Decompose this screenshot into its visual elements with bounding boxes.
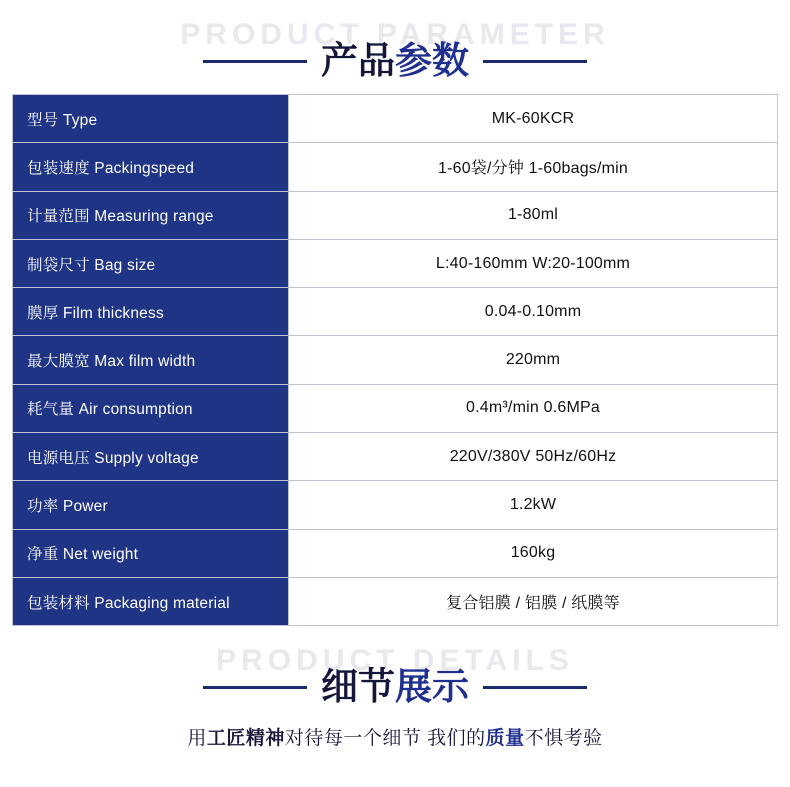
table-row bbox=[13, 143, 777, 191]
table-row bbox=[13, 336, 777, 384]
spec-value: 复合铝膜 / 铝膜 / 纸膜等 bbox=[289, 578, 777, 625]
table-row bbox=[13, 192, 777, 240]
spec-label: 膜厚 Film thickness bbox=[13, 288, 289, 335]
spec-label: 最大膜宽 Max film width bbox=[13, 336, 289, 383]
spec-label: 计量范围 Measuring range bbox=[13, 192, 289, 239]
spec-value: 220V/380V 50Hz/60Hz bbox=[289, 433, 777, 480]
table-row bbox=[13, 95, 777, 143]
title-rule-left bbox=[203, 686, 307, 689]
title-rule-right bbox=[483, 60, 587, 63]
spec-label: 型号 Type bbox=[13, 95, 289, 142]
page-title-dark: 产品 bbox=[321, 40, 395, 81]
table-row bbox=[13, 530, 777, 578]
spec-value: 1-80ml bbox=[289, 192, 777, 239]
page-title bbox=[321, 40, 469, 83]
slogan bbox=[0, 723, 790, 750]
section-ghost-title: PRODUCT DETAILS bbox=[216, 644, 574, 678]
spec-label: 耗气量 Air consumption bbox=[13, 385, 289, 432]
spec-label: 制袋尺寸 Bag size bbox=[13, 240, 289, 287]
section-title-row bbox=[0, 644, 790, 709]
section-title-row bbox=[0, 18, 790, 83]
table-row bbox=[13, 240, 777, 288]
spec-value: 0.4m³/min 0.6MPa bbox=[289, 385, 777, 432]
spec-value: 1.2kW bbox=[289, 481, 777, 528]
slogan-emphasis-1: 工匠精神 bbox=[206, 727, 285, 749]
title-rule-left bbox=[203, 60, 307, 63]
product-parameter-header bbox=[0, 0, 790, 86]
spec-label: 包装材料 Packaging material bbox=[13, 578, 289, 625]
spec-label: 净重 Net weight bbox=[13, 530, 289, 577]
table-row bbox=[13, 433, 777, 481]
details-title-blue: 展示 bbox=[395, 666, 469, 708]
slogan-part-3: 不惧考验 bbox=[524, 727, 603, 749]
spec-value: 160kg bbox=[289, 530, 777, 577]
page-title-blue: 参数 bbox=[395, 40, 469, 81]
spec-label: 功率 Power bbox=[13, 481, 289, 528]
slogan-part-1: 用 bbox=[187, 727, 207, 749]
slogan-part-2: 对待每一个细节 我们的 bbox=[284, 727, 486, 749]
spec-value: 220mm bbox=[289, 336, 777, 383]
details-title bbox=[321, 666, 469, 709]
spec-value: L:40-160mm W:20-100mm bbox=[289, 240, 777, 287]
spec-table bbox=[12, 94, 778, 626]
table-row bbox=[13, 481, 777, 529]
spec-label: 电源电压 Supply voltage bbox=[13, 433, 289, 480]
title-rule-right bbox=[483, 686, 587, 689]
table-row bbox=[13, 578, 777, 626]
details-title-dark: 细节 bbox=[321, 666, 395, 708]
section-ghost-title: PRODUCT PARAMETER bbox=[180, 18, 610, 51]
table-row bbox=[13, 385, 777, 433]
spec-value: MK-60KCR bbox=[289, 95, 777, 142]
spec-label: 包装速度 Packingspeed bbox=[13, 143, 289, 190]
table-row bbox=[13, 288, 777, 336]
slogan-emphasis-2: 质量 bbox=[485, 727, 525, 749]
spec-value: 1-60袋/分钟 1-60bags/min bbox=[289, 143, 777, 190]
product-details-header bbox=[0, 644, 790, 764]
spec-value: 0.04-0.10mm bbox=[289, 288, 777, 335]
